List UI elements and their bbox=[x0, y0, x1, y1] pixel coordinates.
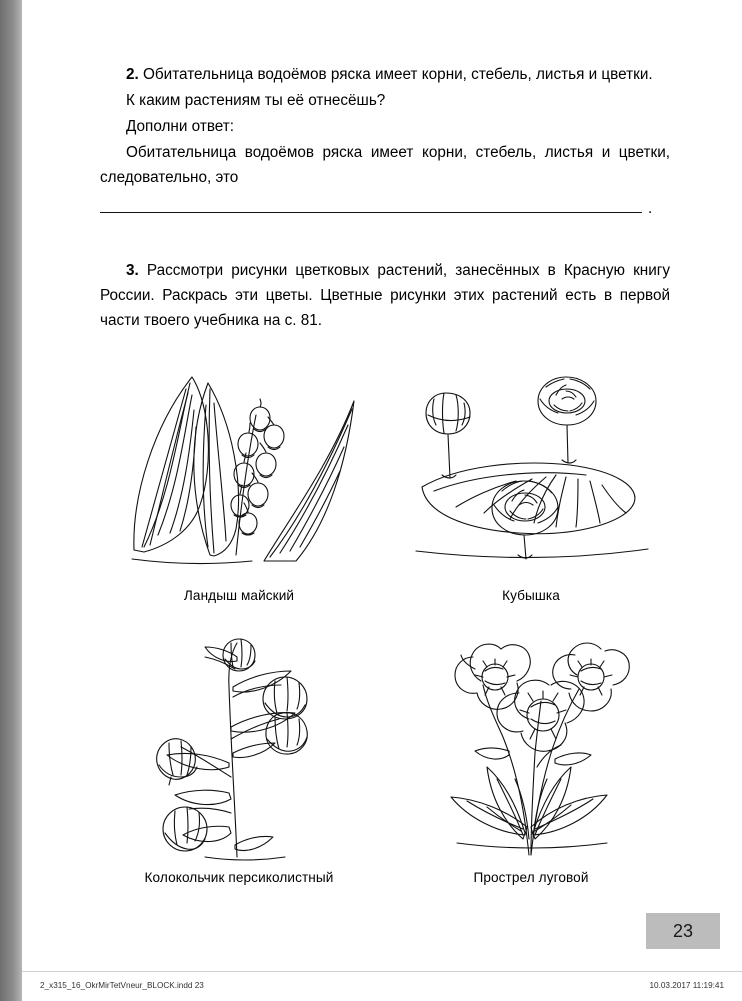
figure-caption: Прострел луговой bbox=[473, 870, 589, 885]
page-footer bbox=[22, 971, 742, 1001]
exercise-2-instruction: Дополни ответ: bbox=[126, 118, 235, 135]
footer-timestamp: 10.03.2017 11:19:41 bbox=[649, 981, 724, 990]
figure-caption: Ландыш майский bbox=[183, 588, 295, 603]
answer-blank-line[interactable] bbox=[100, 212, 642, 213]
exercise-2-text: Обитательница водоёмов ряска имеет корни, стебель, листья и цветки. bbox=[143, 66, 653, 83]
exercise-2 bbox=[100, 62, 670, 228]
pasque-flower-icon bbox=[411, 627, 651, 862]
page-edge-shadow bbox=[0, 0, 22, 1001]
footer-file-info: 2_x315_16_OkrMirTetVneur_BLOCK.indd 23 bbox=[40, 981, 204, 990]
figure-grid bbox=[100, 355, 670, 885]
exercise-2-question: К каким растениям ты её отнесёшь? bbox=[126, 92, 386, 109]
exercise-3-text: Рассмотри рисунки цветковых растений, занесённых в Красную книгу России. Раскрась эти цветы. Цветные рисунки этих растений есть в первой части твоего учебника на с. 81. bbox=[100, 262, 670, 329]
figure-pasque-flower bbox=[392, 627, 670, 885]
peach-leaved-bellflower-icon bbox=[119, 627, 359, 862]
exercise-2-number: 2. bbox=[126, 66, 139, 83]
figure-row-1 bbox=[100, 355, 670, 603]
figure-row-2 bbox=[100, 627, 670, 885]
exercise-3 bbox=[100, 258, 670, 333]
lily-of-the-valley-icon bbox=[114, 355, 364, 580]
page-number: 23 bbox=[646, 913, 720, 949]
answer-blank-row bbox=[100, 202, 670, 228]
figure-yellow-water-lily bbox=[392, 355, 670, 603]
exercise-3-number: 3. bbox=[126, 262, 139, 279]
figure-lily-of-the-valley bbox=[100, 355, 378, 603]
page-content bbox=[100, 62, 670, 885]
figure-bellflower bbox=[100, 627, 378, 885]
exercise-3-body bbox=[100, 258, 670, 333]
exercise-2-answer-stem: Обитательница водоёмов ряска имеет корни, стебель, листья и цветки, следовательно, это bbox=[100, 144, 670, 186]
exercise-2-body bbox=[100, 62, 670, 87]
answer-period: . bbox=[648, 200, 653, 217]
figure-caption: Колокольчик персиколистный bbox=[144, 870, 334, 885]
worksheet-page bbox=[22, 0, 742, 1001]
yellow-water-lily-icon bbox=[406, 355, 656, 580]
figure-caption: Кубышка bbox=[502, 588, 560, 603]
